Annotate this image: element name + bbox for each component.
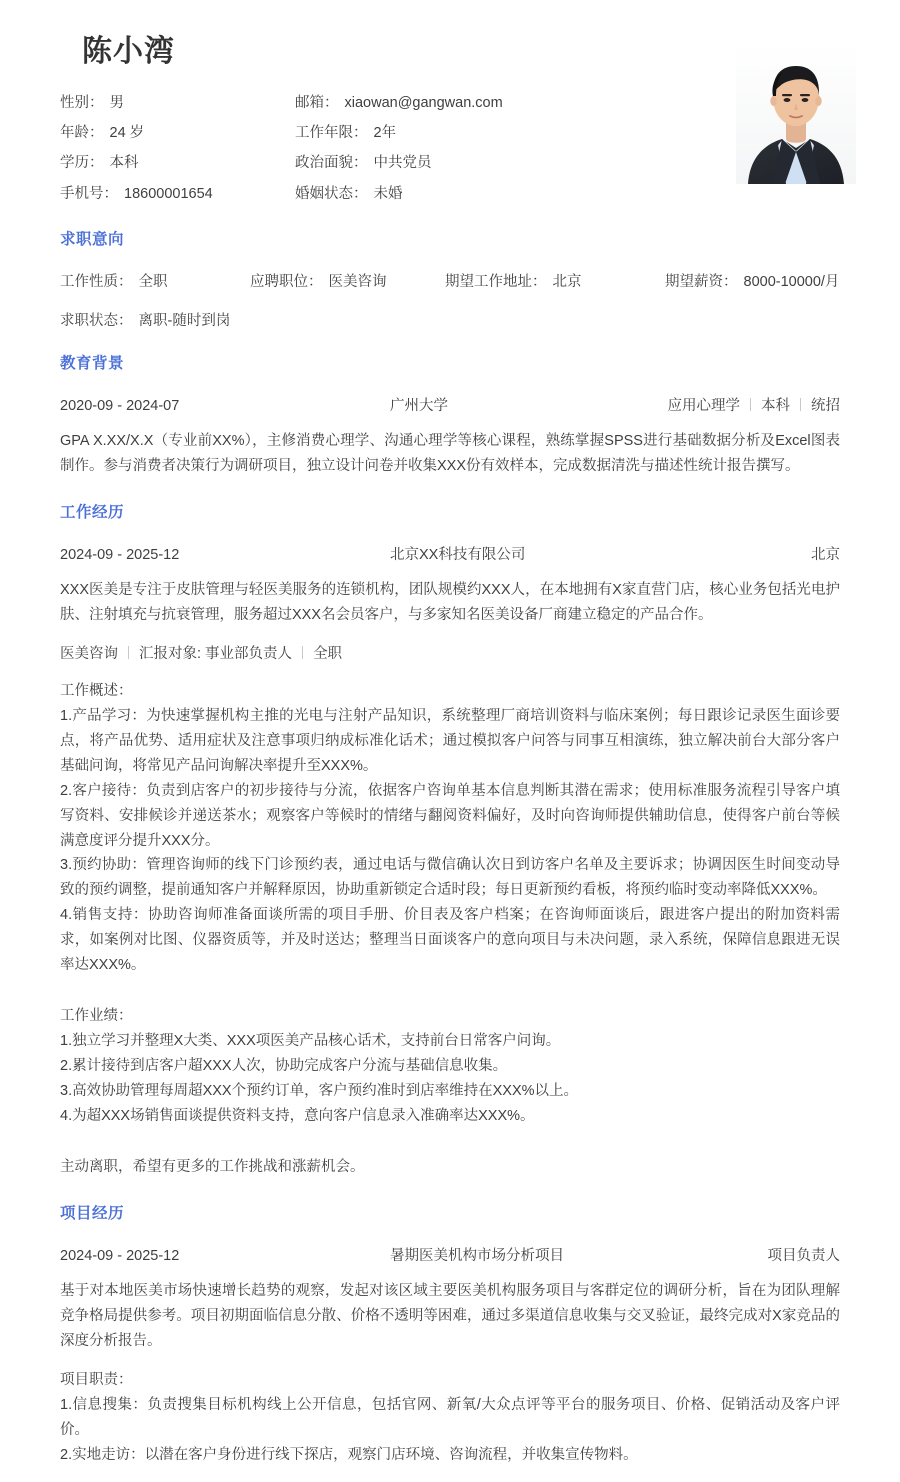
divider xyxy=(750,398,751,411)
work-meta-tags xyxy=(60,642,840,663)
work-achievement-block xyxy=(60,1004,840,1129)
project-duty-item: 2.实地走访：以潜在客户身份进行线下探店，观察门店环境、咨询流程，并收集宣传物料。 xyxy=(60,1446,638,1463)
field-degree-value: 本科 xyxy=(109,155,139,172)
work-achievement-item: 3.高效协助管理每周超XXX个预约订单，客户预约准时到店率维持在XXX%以上。 xyxy=(60,1082,579,1099)
intent-job-type-value: 全职 xyxy=(138,273,168,290)
section-title-education: 教育背景 xyxy=(60,354,125,372)
education-tags xyxy=(668,394,841,415)
basic-info-grid xyxy=(60,92,620,206)
divider xyxy=(800,398,801,411)
field-age-label: 年龄： xyxy=(60,125,104,142)
work-overview-item: 2.客户接待：负责到店客户的初步接待与分流，依据客户咨询单基本信息判断其潜在需求；使用标准服务流程引导客户填写资料、安排候诊并递送茶水；观察客户等候时的情绪与翻阅资料偏好，及时向咨询师提供辅助信息，使得客户前台等候满意度评分提升XXX分。 xyxy=(60,782,840,849)
project-duty-heading: 项目职责： xyxy=(60,1371,133,1388)
work-company: 北京XX科技有限公司 xyxy=(390,547,526,564)
education-date: 2020-09 - 2024-07 xyxy=(60,398,180,415)
field-degree xyxy=(60,152,295,175)
field-gender-label: 性别： xyxy=(60,95,104,111)
basic-info-row xyxy=(60,122,620,145)
divider xyxy=(302,646,303,659)
resume-header xyxy=(60,0,840,206)
field-marital-status-value: 未婚 xyxy=(373,185,403,202)
section-title-job-intent: 求职意向 xyxy=(60,230,125,248)
education-entry-head xyxy=(60,394,840,415)
avatar xyxy=(736,44,856,184)
project-duty-block xyxy=(60,1368,840,1468)
work-achievement-item: 4.为超XXX场销售面谈提供资料支持，意向客户信息录入准确率达XXX%。 xyxy=(60,1107,535,1124)
intent-status-label: 求职状态： xyxy=(60,312,133,329)
intent-salary-label: 期望薪资： xyxy=(665,273,738,290)
intent-salary xyxy=(665,270,839,291)
field-gender-value: 男 xyxy=(109,95,124,111)
field-work-years-label: 工作年限： xyxy=(295,125,368,142)
project-description: 基于对本地医美市场快速增长趋势的观察，发起对该区域主要医美机构服务项目与客群定位的调研分析，旨在为团队理解竞争格局提供参考。项目初期面临信息分散、价格不透明等困难，通过多渠道信息收集与交叉验证，最终完成对X家竞品的深度分析报告。 xyxy=(60,1282,840,1349)
intent-job-type xyxy=(60,270,250,291)
work-overview-heading: 工作概述： xyxy=(60,682,133,699)
section-education xyxy=(60,354,840,479)
project-name: 暑期医美机构市场分析项目 xyxy=(390,1247,564,1264)
field-age-value: 24 岁 xyxy=(109,125,145,142)
field-work-years-value: 2年 xyxy=(373,125,397,142)
section-title-project-experience: 项目经历 xyxy=(60,1204,125,1222)
basic-info-row xyxy=(60,92,620,115)
work-position: 医美咨询 xyxy=(60,645,118,662)
intent-status xyxy=(60,309,250,330)
intent-status-value: 离职-随时到岗 xyxy=(138,312,231,329)
job-intent-row xyxy=(60,309,840,330)
project-date: 2024-09 - 2025-12 xyxy=(60,1247,180,1264)
section-work-experience xyxy=(60,503,840,1180)
work-leaving-reason: 主动离职，希望有更多的工作挑战和涨薪机会。 xyxy=(60,1158,365,1175)
intent-location xyxy=(445,270,665,291)
work-achievement-item: 1.独立学习并整理X大类、XXX项医美产品核心话术，支持前台日常客户问询。 xyxy=(60,1033,561,1050)
project-entry-head xyxy=(60,1244,840,1265)
intent-position-label: 应聘职位： xyxy=(250,273,323,290)
basic-info-row xyxy=(60,152,620,175)
spacer xyxy=(60,1143,840,1155)
work-employment-type: 全职 xyxy=(313,645,343,662)
field-email xyxy=(295,92,615,115)
field-age xyxy=(60,122,295,145)
education-school: 广州大学 xyxy=(390,398,448,415)
work-overview-item: 4.销售支持：协助咨询师准备面谈所需的项目手册、价目表及客户档案；在咨询师面谈后，跟进客户提出的附加资料需求，如案例对比图、仪器资质等，并及时送达；整理当日面谈客户的意向项目与未决问题，录入系统，保障信息跟进无误率达XXX%。 xyxy=(60,907,840,974)
work-achievement-item: 2.累计接待到店客户超XXX人次，协助完成客户分流与基础信息收集。 xyxy=(60,1058,508,1075)
field-email-value: xiaowan@gangwan.com xyxy=(344,95,503,111)
intent-location-label: 期望工作地址： xyxy=(445,273,547,290)
field-political-status-value: 中共党员 xyxy=(373,155,432,172)
basic-info-row xyxy=(60,183,620,206)
job-intent-row xyxy=(60,270,840,291)
field-marital-status xyxy=(295,183,615,206)
field-marital-status-label: 婚姻状态： xyxy=(295,185,368,202)
field-gender xyxy=(60,92,295,115)
work-entry-head xyxy=(60,543,840,564)
field-phone-value: 18600001654 xyxy=(124,185,213,202)
section-title-work-experience: 工作经历 xyxy=(60,503,125,521)
section-job-intent xyxy=(60,230,840,330)
education-admission-type: 统招 xyxy=(811,398,840,415)
spacer xyxy=(60,992,840,1004)
intent-job-type-label: 工作性质： xyxy=(60,273,133,290)
project-duty-item: 1.信息搜集：负责搜集目标机构线上公开信息，包括官网、新氧/大众点评等平台的服务项目、价格、促销活动及客户评价。 xyxy=(60,1396,840,1438)
work-company-intro: XXX医美是专注于皮肤管理与轻医美服务的连锁机构，团队规模约XXX人，在本地拥有X家直营门店，核心业务包括光电护肤、注射填充与抗衰管理，服务超过XXX名会员客户，与多家知名医美设备厂商建立稳定的产品合作。 xyxy=(60,582,840,623)
field-phone-label: 手机号： xyxy=(60,185,118,202)
education-degree: 本科 xyxy=(761,398,790,415)
candidate-name: 陈小湾 xyxy=(82,35,175,68)
work-overview-block xyxy=(60,679,840,978)
work-date: 2024-09 - 2025-12 xyxy=(60,547,180,564)
work-overview-item: 3.预约协助：管理咨询师的线下门诊预约表，通过电话与微信确认次日到访客户名单及主要诉求；协调因医生时间变动导致的预约调整，提前通知客户并解释原因，协助重新锁定合适时段；每日更新预约看板，将预约临时变动率降低XXX%。 xyxy=(60,857,840,899)
education-description: GPA X.XX/X.X（专业前XX%），主修消费心理学、沟通心理学等核心课程，熟练掌握SPSS进行基础数据分析及Excel图表制作。参与消费者决策行为调研项目，独立设计问卷并收集XXX份有效样本，完成数据清洗与描述性统计报告撰写。 xyxy=(60,433,840,474)
field-work-years xyxy=(295,122,615,145)
field-political-status-label: 政治面貌： xyxy=(295,155,368,172)
section-project-experience xyxy=(60,1204,840,1468)
project-role: 项目负责人 xyxy=(767,1247,840,1264)
work-achievement-heading: 工作业绩： xyxy=(60,1008,133,1025)
divider xyxy=(128,646,129,659)
field-email-label: 邮箱： xyxy=(295,95,339,111)
work-overview-item: 1.产品学习：为快速掌握机构主推的光电与注射产品知识，系统整理厂商培训资料与临床案例；每日跟诊记录医生面诊要点，将产品优势、适用症状及注意事项归纳成标准化话术；通过模拟客户问答与同事互相演练，独立解决前台大部分客户基础问询，将常见产品问询解决率提升至XXX%。 xyxy=(60,707,840,774)
intent-location-value: 北京 xyxy=(552,273,582,290)
intent-position-value: 医美咨询 xyxy=(328,273,387,290)
work-location: 北京 xyxy=(811,547,840,564)
intent-salary-value: 8000-10000/月 xyxy=(743,273,840,290)
intent-position xyxy=(250,270,445,291)
field-phone xyxy=(60,183,295,206)
field-degree-label: 学历： xyxy=(60,155,104,172)
education-major: 应用心理学 xyxy=(667,398,740,415)
field-political-status xyxy=(295,152,615,175)
work-report-to: 汇报对象: 事业部负责人 xyxy=(139,645,293,662)
